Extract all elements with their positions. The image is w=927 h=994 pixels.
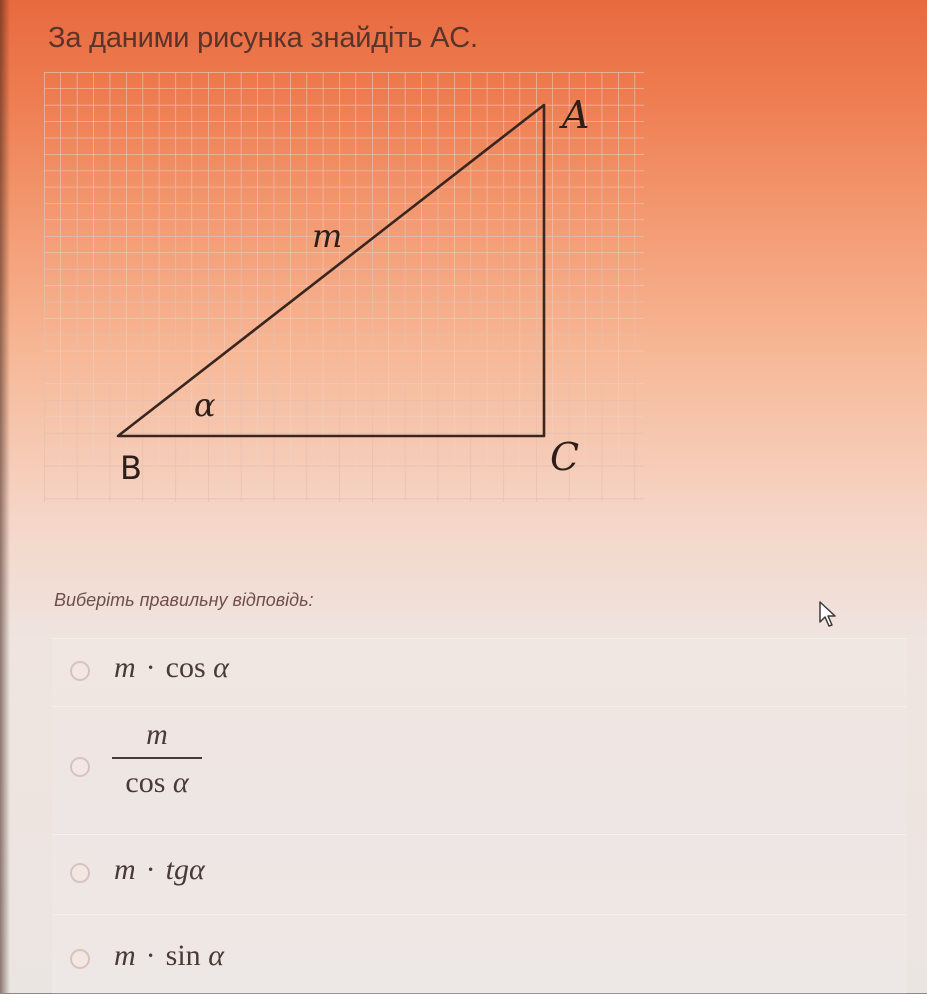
triangle-svg: [44, 72, 646, 504]
vertex-label-a: A: [562, 93, 590, 137]
radio-button-icon[interactable]: [70, 949, 90, 969]
radio-button-icon[interactable]: [70, 757, 90, 777]
fraction-denominator: cos α: [125, 766, 189, 799]
answer-option-3[interactable]: [52, 834, 907, 913]
fraction-bar: [112, 757, 202, 759]
screen-edge-shadow: [0, 0, 10, 993]
fraction-numerator: m: [146, 718, 168, 751]
answer-option-4[interactable]: [52, 914, 907, 994]
vertex-label-c: C: [550, 435, 580, 479]
triangle-figure: [44, 72, 646, 504]
answer-option-2[interactable]: [52, 706, 907, 833]
option-1-formula: m · cos α: [114, 651, 229, 684]
answer-option-1[interactable]: [52, 638, 907, 705]
hypotenuse-label-m: m: [312, 217, 343, 255]
radio-button-icon[interactable]: [70, 661, 90, 681]
radio-button-icon[interactable]: [70, 863, 90, 883]
vertex-label-b: B: [120, 449, 142, 487]
option-3-formula: m · tgα: [114, 853, 205, 886]
angle-label-alpha: α: [194, 386, 216, 424]
instruction-text: Виберіть правильну відповідь:: [54, 590, 314, 610]
mouse-pointer-icon: [818, 600, 840, 628]
option-2-formula: [112, 717, 202, 801]
option-4-formula: m · sin α: [114, 939, 224, 972]
question-title: За даними рисунка знайдіть AC.: [48, 22, 478, 54]
